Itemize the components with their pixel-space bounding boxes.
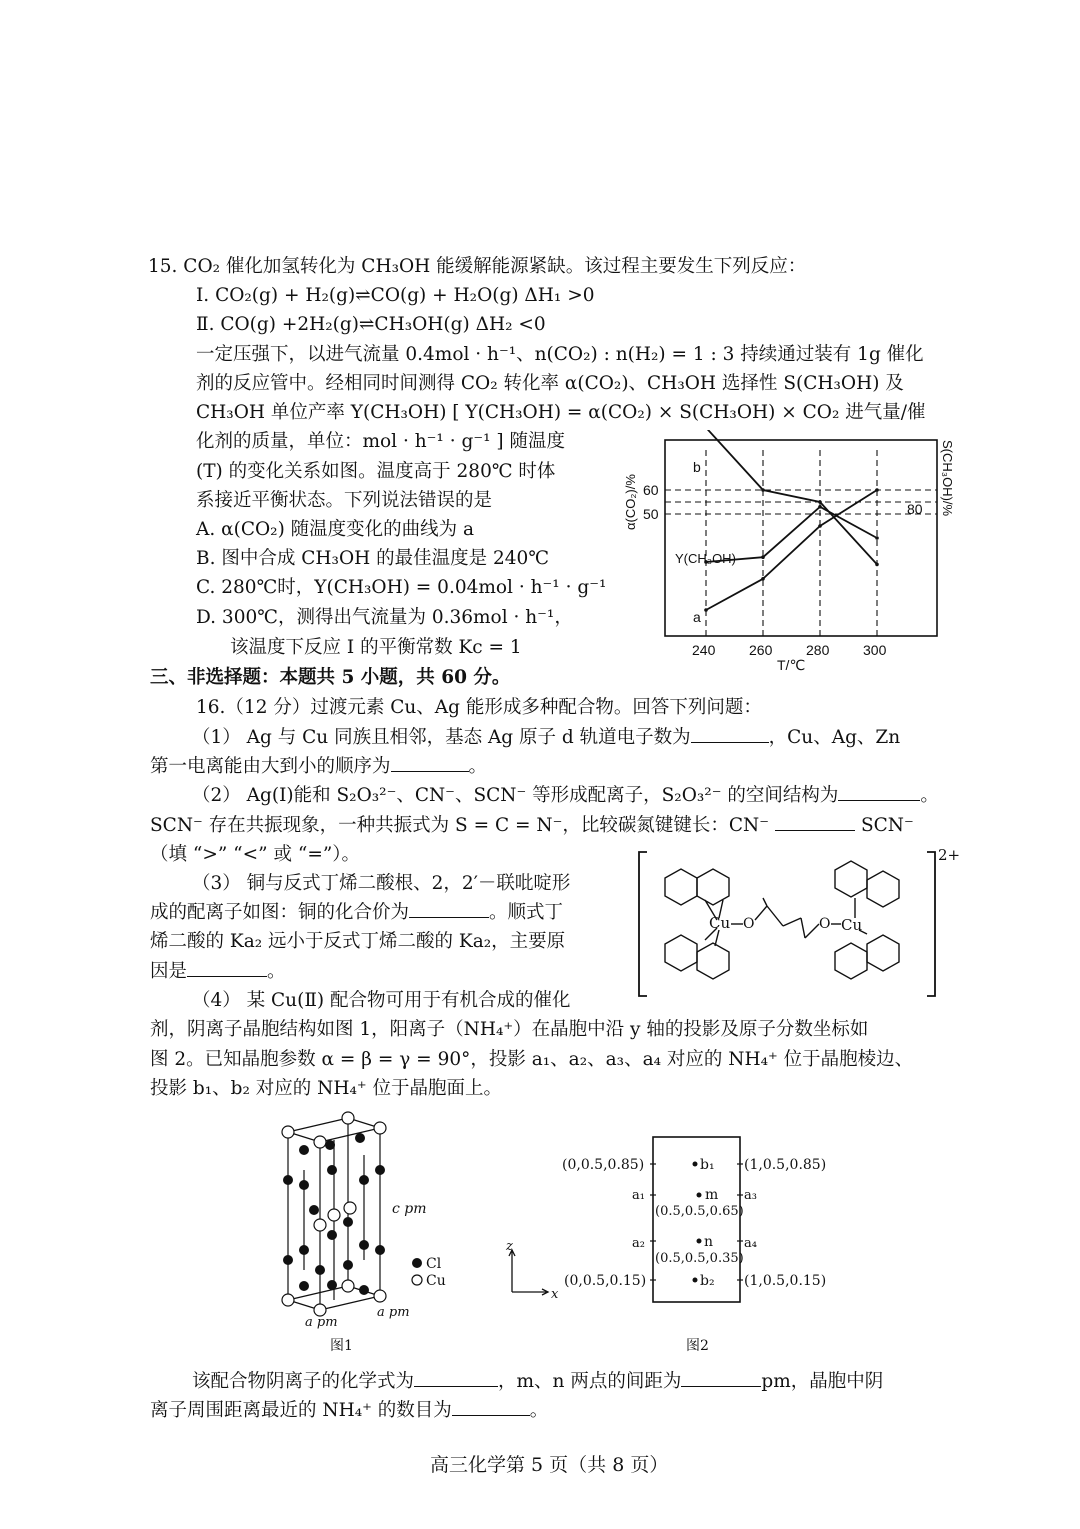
q16-part2-text-b: 。 [920, 785, 939, 806]
q15-line-8: (T) 的变化关系如图。温度高于 280℃ 时体 [196, 461, 556, 482]
legend-cu-dot [412, 1275, 422, 1285]
q16-intro: 16.（12 分）过渡元素 Cu、Ag 能形成多种配合物。回答下列问题： [196, 697, 762, 718]
legend-cu: Cu [426, 1273, 446, 1289]
chart-point [875, 563, 879, 567]
coord-br: (1,0.5,0.15) [744, 1273, 827, 1289]
q16-part1-text-b: ，Cu、Ag、Zn [768, 727, 901, 748]
cl-atom [309, 1205, 319, 1215]
cu-atom [314, 1219, 326, 1231]
q16-final-line1 [192, 1370, 883, 1394]
cl-atom [359, 1240, 369, 1250]
chart-point [818, 505, 822, 509]
section3-header: 三、非选择题：本题共 5 小题，共 60 分。 [150, 667, 511, 688]
series-label-b: b [693, 459, 701, 475]
coord-tl: (0,0.5,0.85) [562, 1157, 645, 1173]
m-label: m [705, 1187, 719, 1203]
cu-atom [374, 1122, 386, 1134]
cl-atom [327, 1165, 337, 1175]
cl-atom [343, 1217, 353, 1227]
projection-rect [653, 1137, 740, 1302]
q15-line-1: 15. CO₂ 催化加氢转化为 CH₃OH 能缓解能源紧缺。该过程主要发生下列反应： [148, 256, 807, 277]
q16-part3-line1: （3） 铜与反式丁烯二酸根、2，2′－联吡啶形 [192, 873, 571, 894]
series-label-y: Y(CH₃OH) [675, 551, 736, 566]
n-coord: (0.5,0.5,0.35) [655, 1251, 744, 1266]
cell-edge [320, 1296, 380, 1310]
coord-tr: (1,0.5,0.85) [744, 1157, 827, 1173]
q15-line-5: 剂的反应管中。经相同时间测得 CO₂ 转化率 α(CO₂)、CH₃OH 选择性 S(CH₃OH) 及 [196, 373, 904, 394]
q15-option-d-cont: 该温度下反应 Ⅰ 的平衡常数 Kc = 1 [230, 637, 522, 658]
fig2-caption: 图2 [686, 1338, 709, 1354]
q16-part2-line3: （填 “>” “<” 或 “=”）。 [150, 844, 361, 865]
chart-point [818, 500, 822, 504]
cl-atom [375, 1165, 385, 1175]
q16-part4-line2: 剂，阴离子晶胞结构如图 1，阳离子（NH₄⁺）在晶胞中沿 y 轴的投影及原子分数坐标如 [150, 1019, 869, 1040]
q16-part2-line2 [150, 814, 914, 838]
cu-atom [342, 1112, 354, 1124]
o-right: O [819, 916, 831, 932]
m-coord: (0.5,0.5,0.65) [655, 1204, 744, 1219]
a-pm-label-2: a pm [377, 1305, 410, 1320]
cl-atom [299, 1245, 309, 1255]
q16-part2-line1 [192, 784, 939, 808]
q15-option-c: C. 280℃时，Y(CH₃OH) = 0.04mol · h⁻¹ · g⁻¹ [196, 577, 607, 598]
q16-part2-text-a: （2） Ag(Ⅰ)能和 S₂O₃²⁻、CN⁻、SCN⁻ 等形成配离子，S₂O₃²⁻ 的空间结构为 [192, 785, 839, 806]
q15-option-a: A. α(CO₂) 随温度变化的曲线为 a [196, 519, 475, 540]
x-tick-label: 300 [863, 642, 887, 658]
q16-part1-text-d: 。 [468, 756, 488, 777]
cell-edge [288, 1118, 348, 1132]
left-tick-50: 50 [643, 506, 659, 522]
cl-atom [343, 1260, 353, 1270]
cu-atom [282, 1294, 294, 1306]
cu-atom [342, 1280, 354, 1292]
complex-ion-structure [635, 848, 960, 1000]
b2-label: b₂ [700, 1273, 715, 1289]
answer-blank-4[interactable] [775, 814, 855, 831]
q15-line-4: 一定压强下，以进气流量 0.4mol · h⁻¹、n(CO₂) : n(H₂) = 1 : 3 持续通过装有 1g 催化 [196, 344, 924, 365]
y-left-label: α(CO₂)/% [623, 474, 638, 530]
chart-frame [665, 440, 937, 636]
left-bracket [639, 852, 647, 996]
q16-part3-text-b: 成的配离子如图：铜的化合价为 [150, 902, 410, 923]
chart-series-2 [706, 490, 877, 610]
x-tick-label: 240 [692, 642, 716, 658]
q16-part4-line1: （4） 某 Cu(Ⅱ) 配合物可用于有机合成的催化 [192, 990, 571, 1011]
q15-option-d: D. 300℃，测得出气流量为 0.36mol · h⁻¹， [196, 607, 573, 628]
a4-label: a₄ [744, 1236, 757, 1251]
q16-part2-text-c: SCN⁻ 存在共振现象，一种共振式为 S = C = N⁻，比较碳氮键键长：CN⁻ [150, 815, 769, 836]
chart-point [704, 608, 708, 612]
a2-label: a₂ [632, 1236, 645, 1251]
cell-edge [320, 1128, 380, 1142]
cl-atom [359, 1285, 369, 1295]
q16-part1-text-c: 第一电离能由大到小的顺序为 [150, 756, 391, 777]
figure-1-unit-cell [270, 1110, 460, 1360]
chart-point [875, 488, 879, 492]
final-text-d: 离子周围距离最近的 NH₄⁺ 的数目为 [150, 1400, 452, 1421]
final-text-c: pm，晶胞中阴 [761, 1371, 884, 1392]
page-footer: 高三化学第 5 页（共 8 页） [430, 1454, 669, 1476]
q16-part3-text-e: 因是 [150, 961, 188, 982]
n-label: n [704, 1234, 714, 1250]
cl-atom [283, 1175, 293, 1185]
fig1-caption: 图1 [330, 1338, 353, 1354]
q16-part3-line3: 烯二酸的 Ka₂ 远小于反式丁烯二酸的 Ka₂，主要原 [150, 931, 566, 952]
q16-part3-text-f: 。 [267, 961, 286, 982]
a3-label: a₃ [744, 1188, 757, 1203]
cu-atom [374, 1290, 386, 1302]
c-pm-label: c pm [392, 1201, 427, 1217]
series-label-a: a [693, 609, 701, 625]
final-text-a: 该配合物阴离子的化学式为 [192, 1371, 415, 1392]
legend-cl-dot [412, 1258, 422, 1268]
y-right-label: S(CH₃OH)/% [940, 440, 955, 517]
q16-part3-text-c: 。顺式丁 [489, 902, 564, 923]
cu-right: Cu [841, 916, 863, 934]
q16-part2-text-d: SCN⁻ [860, 815, 914, 836]
chart-point [875, 536, 879, 540]
answer-blank-2[interactable] [391, 755, 469, 772]
b1-label: b₁ [700, 1157, 715, 1173]
cl-atom [315, 1265, 325, 1275]
cu-atom [328, 1209, 340, 1221]
x-axis-label: T/℃ [777, 657, 806, 673]
answer-blank-8[interactable] [681, 1370, 761, 1387]
left-tick-60: 60 [643, 482, 659, 498]
q16-part3-line4 [150, 960, 286, 984]
cl-atom [325, 1140, 335, 1150]
q16-part4-line3: 图 2。已知晶胞参数 α = β = γ = 90°，投影 a₁、a₂、a₃、a₄ 对应的 NH₄⁺ 位于晶胞棱边、 [150, 1049, 914, 1070]
cl-atom [299, 1281, 309, 1291]
final-text-e: 。 [529, 1400, 549, 1421]
chart-point [761, 555, 765, 559]
q16-part1-line1 [192, 726, 900, 750]
cl-atom [355, 1133, 365, 1143]
z-axis-label: z [506, 1239, 513, 1254]
conversion-chart [615, 430, 955, 675]
x-axis-label: x [551, 1287, 559, 1302]
cu-atom [282, 1126, 294, 1138]
q15-line-7: 化剂的质量，单位：mol · h⁻¹ · g⁻¹ ] 随温度 [196, 431, 565, 452]
q16-part4-line4: 投影 b₁、b₂ 对应的 NH₄⁺ 位于晶胞面上。 [150, 1078, 503, 1099]
answer-blank-1[interactable] [691, 726, 769, 743]
answer-blank-9[interactable] [452, 1399, 530, 1416]
right-bracket [927, 852, 935, 996]
a1-label: a₁ [632, 1188, 645, 1203]
cl-atom [359, 1175, 369, 1185]
answer-blank-3[interactable] [838, 784, 920, 801]
a-pm-label-1: a pm [305, 1315, 338, 1330]
answer-blank-5[interactable] [409, 901, 489, 918]
q15-reaction-1: Ⅰ. CO₂(g) + H₂(g)⇌CO(g) + H₂O(g) ΔH₁ >0 [196, 285, 595, 306]
charge-label: 2+ [938, 848, 960, 864]
o-left: O [743, 916, 755, 932]
q15-line-6: CH₃OH 单位产率 Y(CH₃OH) [ Y(CH₃OH) = α(CO₂) × S(CH₃OH) × CO₂ 进气量/催 [196, 402, 926, 423]
figure-2-projection [500, 1125, 840, 1360]
final-text-b: ，m、n 两点的间距为 [498, 1371, 682, 1392]
cl-atom [299, 1180, 309, 1190]
q16-final-line2 [150, 1399, 548, 1423]
cl-atom [375, 1245, 385, 1255]
q15-reaction-2: Ⅱ. CO(g) +2H₂(g)⇌CH₃OH(g) ΔH₂ <0 [196, 314, 546, 335]
cl-atom [327, 1230, 337, 1240]
cu-atom [344, 1202, 356, 1214]
cu-left: Cu [709, 914, 731, 932]
axes-icon [509, 1250, 548, 1295]
chart-point [761, 488, 765, 492]
coord-bl: (0,0.5,0.15) [564, 1273, 647, 1289]
chart-point [761, 577, 765, 581]
cl-atom [283, 1255, 293, 1265]
chart-point [818, 524, 822, 528]
q16-part3-line2 [150, 901, 563, 925]
q16-part1-line2 [150, 755, 487, 779]
chart-series-0 [706, 430, 877, 564]
right-tick-80: 80 [907, 501, 923, 517]
q15-line-9: 系接近平衡状态。下列说法错误的是 [196, 490, 493, 511]
cl-atom [327, 1280, 337, 1290]
cell-edge [288, 1286, 348, 1300]
x-tick-label: 280 [806, 642, 830, 658]
answer-blank-6[interactable] [187, 960, 267, 977]
cl-atom [299, 1145, 309, 1155]
x-tick-label: 260 [749, 642, 773, 658]
cu-atom [314, 1136, 326, 1148]
q16-part1-text-a: （1） Ag 与 Cu 同族且相邻，基态 Ag 原子 d 轨道电子数为 [192, 727, 691, 748]
answer-blank-7[interactable] [414, 1370, 498, 1387]
q15-option-b: B. 图中合成 CH₃OH 的最佳温度是 240℃ [196, 548, 550, 569]
legend-cl: Cl [426, 1256, 442, 1272]
